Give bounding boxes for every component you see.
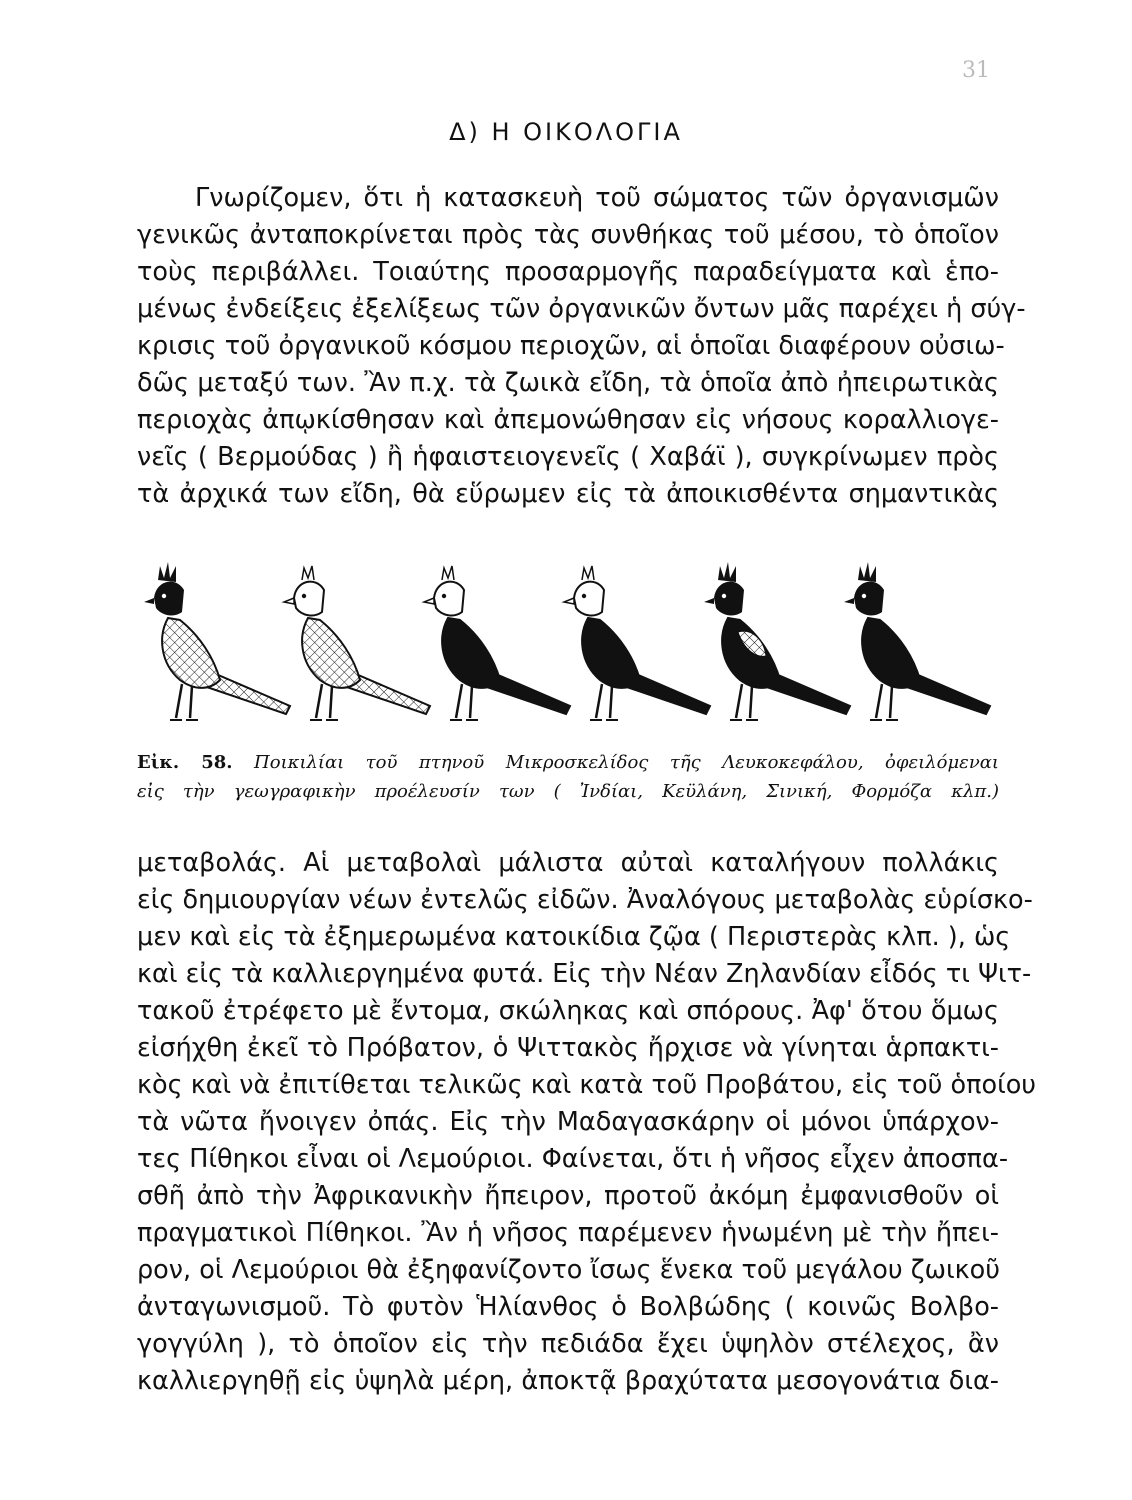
text-line: τοὺς περιβάλλει. Τοιαύτης προσαρμογῆς παραδείγματα καὶ ἑπο- [137, 257, 999, 287]
text-line: εἰς δημιουργίαν νέων ἐντελῶς εἰδῶν. Ἀναλόγους μεταβολὰς εὑρίσκο- [137, 885, 1033, 915]
bird-4 [564, 566, 710, 720]
text-line: τακοῦ ἐτρέφετο μὲ ἔντομα, σκώληκας καὶ σπόρους. Ἀφ' ὅτου ὅμως [137, 996, 999, 1026]
text-line: πραγματικοὶ Πίθηκοι. Ἂν ἡ νῆσος παρέμενεν ἡνωμένη μὲ τὴν ἤπει- [137, 1218, 999, 1248]
caption-label: Εἰκ. 58. [137, 752, 233, 773]
caption-line [137, 748, 999, 777]
text-line: κὸς καὶ νὰ ἐπιτίθεται τελικῶς καὶ κατὰ τοῦ Προβάτου, εἰς τοῦ ὁποίου [137, 1070, 1037, 1100]
paragraph-continued [137, 845, 1037, 1400]
text-line: τες Πίθηκοι εἶναι οἱ Λεμούριοι. Φαίνεται, ὅτι ἡ νῆσος εἶχεν ἀποσπα- [137, 1144, 1009, 1174]
text-line: περιοχὰς ἀπῳκίσθησαν καὶ ἀπεμονώθησαν εἰς νήσους κοραλλιογε- [137, 405, 999, 435]
text-line: σθῆ ἀπὸ τὴν Ἀφρικανικὴν ἤπειρον, προτοῦ ἀκόμη ἐμφανισθοῦν οἱ [137, 1181, 999, 1211]
text-line: ἀνταγωνισμοῦ. Τὸ φυτὸν Ἡλίανθος ὁ Βολβώδης ( κοινῶς Βολβο- [137, 1292, 999, 1322]
bird-figure [130, 548, 1010, 728]
text-line: καὶ εἰς τὰ καλλιεργημένα φυτά. Εἰς τὴν Νέαν Ζηλανδίαν εἶδός τι Ψιτ- [137, 959, 1032, 989]
text-line: Γνωρίζομεν, ὅτι ἡ κατασκευὴ τοῦ σώματος τῶν ὀργανισμῶν [195, 183, 999, 213]
caption-text: Ποικιλίαι τοῦ πτηνοῦ Μικροσκελίδος τῆς Λευκοκεφάλου, ὀφειλόμεναι [254, 752, 999, 773]
figure-caption [137, 748, 999, 806]
bird-5 [704, 562, 850, 720]
text-line: εἰσήχθη ἐκεῖ τὸ Πρόβατον, ὁ Ψιττακὸς ἤρχισε νὰ γίνηται ἁρπακτι- [137, 1033, 999, 1063]
text-line: κρισις τοῦ ὀργανικοῦ κόσμου περιοχῶν, αἱ ὁποῖαι διαφέρουν οὐσιω- [137, 331, 1005, 361]
bird-6 [844, 562, 990, 720]
text-line: μένως ἐνδείξεις ἐξελίξεως τῶν ὀργανικῶν ὄντων μᾶς παρέχει ἡ σύγ- [137, 294, 1026, 324]
text-line: τὰ νῶτα ἤνοιγεν ὀπάς. Εἰς τὴν Μαδαγασκάρην οἱ μόνοι ὑπάρχον- [137, 1107, 999, 1137]
caption-line: εἰς τὴν γεωγραφικὴν προέλευσίν των ( Ἰνδίαι, Κεϋλάνη, Σινική, Φορμόζα κλπ.) [137, 781, 999, 802]
text-line: μεν καὶ εἰς τὰ ἐξημερωμένα κατοικίδια ζῷα ( Περιστερὰς κλπ. ), ὡς [137, 922, 1011, 952]
bird-2 [284, 566, 430, 720]
bird-variations-illustration [130, 548, 1010, 728]
text-line: ρον, οἱ Λεμούριοι θὰ ἐξηφανίζοντο ἴσως ἕνεκα τοῦ μεγάλου ζωικοῦ [137, 1255, 1000, 1285]
chapter-heading: Δ) Η ΟΙΚΟΛΟΓΙΑ [449, 118, 683, 146]
text-line: δῶς μεταξύ των. Ἂν π.χ. τὰ ζωικὰ εἴδη, τὰ ὁποῖα ἀπὸ ἠπειρωτικὰς [137, 368, 999, 398]
bird-1 [144, 562, 290, 720]
text-line: μεταβολάς. Αἱ μεταβολαὶ μάλιστα αὐταὶ καταλήγουν πολλάκις [137, 848, 999, 878]
paragraph-intro [137, 180, 1026, 513]
text-line: καλλιεργηθῇ εἰς ὑψηλὰ μέρη, ἀποκτᾷ βραχύτατα μεσογονάτια δια- [137, 1366, 999, 1396]
page-number: 31 [962, 58, 990, 83]
text-line: γενικῶς ἀνταποκρίνεται πρὸς τὰς συνθήκας τοῦ μέσου, τὸ ὁποῖον [137, 220, 999, 250]
text-line: νεῖς ( Βερμούδας ) ἢ ἡφαιστειογενεῖς ( Χαβάϊ ), συγκρίνωμεν πρὸς [137, 442, 999, 472]
bird-3 [424, 566, 570, 720]
text-line: τὰ ἀρχικά των εἴδη, θὰ εὕρωμεν εἰς τὰ ἀποικισθέντα σημαντικὰς [137, 479, 999, 509]
text-line: γογγύλη ), τὸ ὁποῖον εἰς τὴν πεδιάδα ἔχει ὑψηλὸν στέλεχος, ἂν [137, 1329, 999, 1359]
